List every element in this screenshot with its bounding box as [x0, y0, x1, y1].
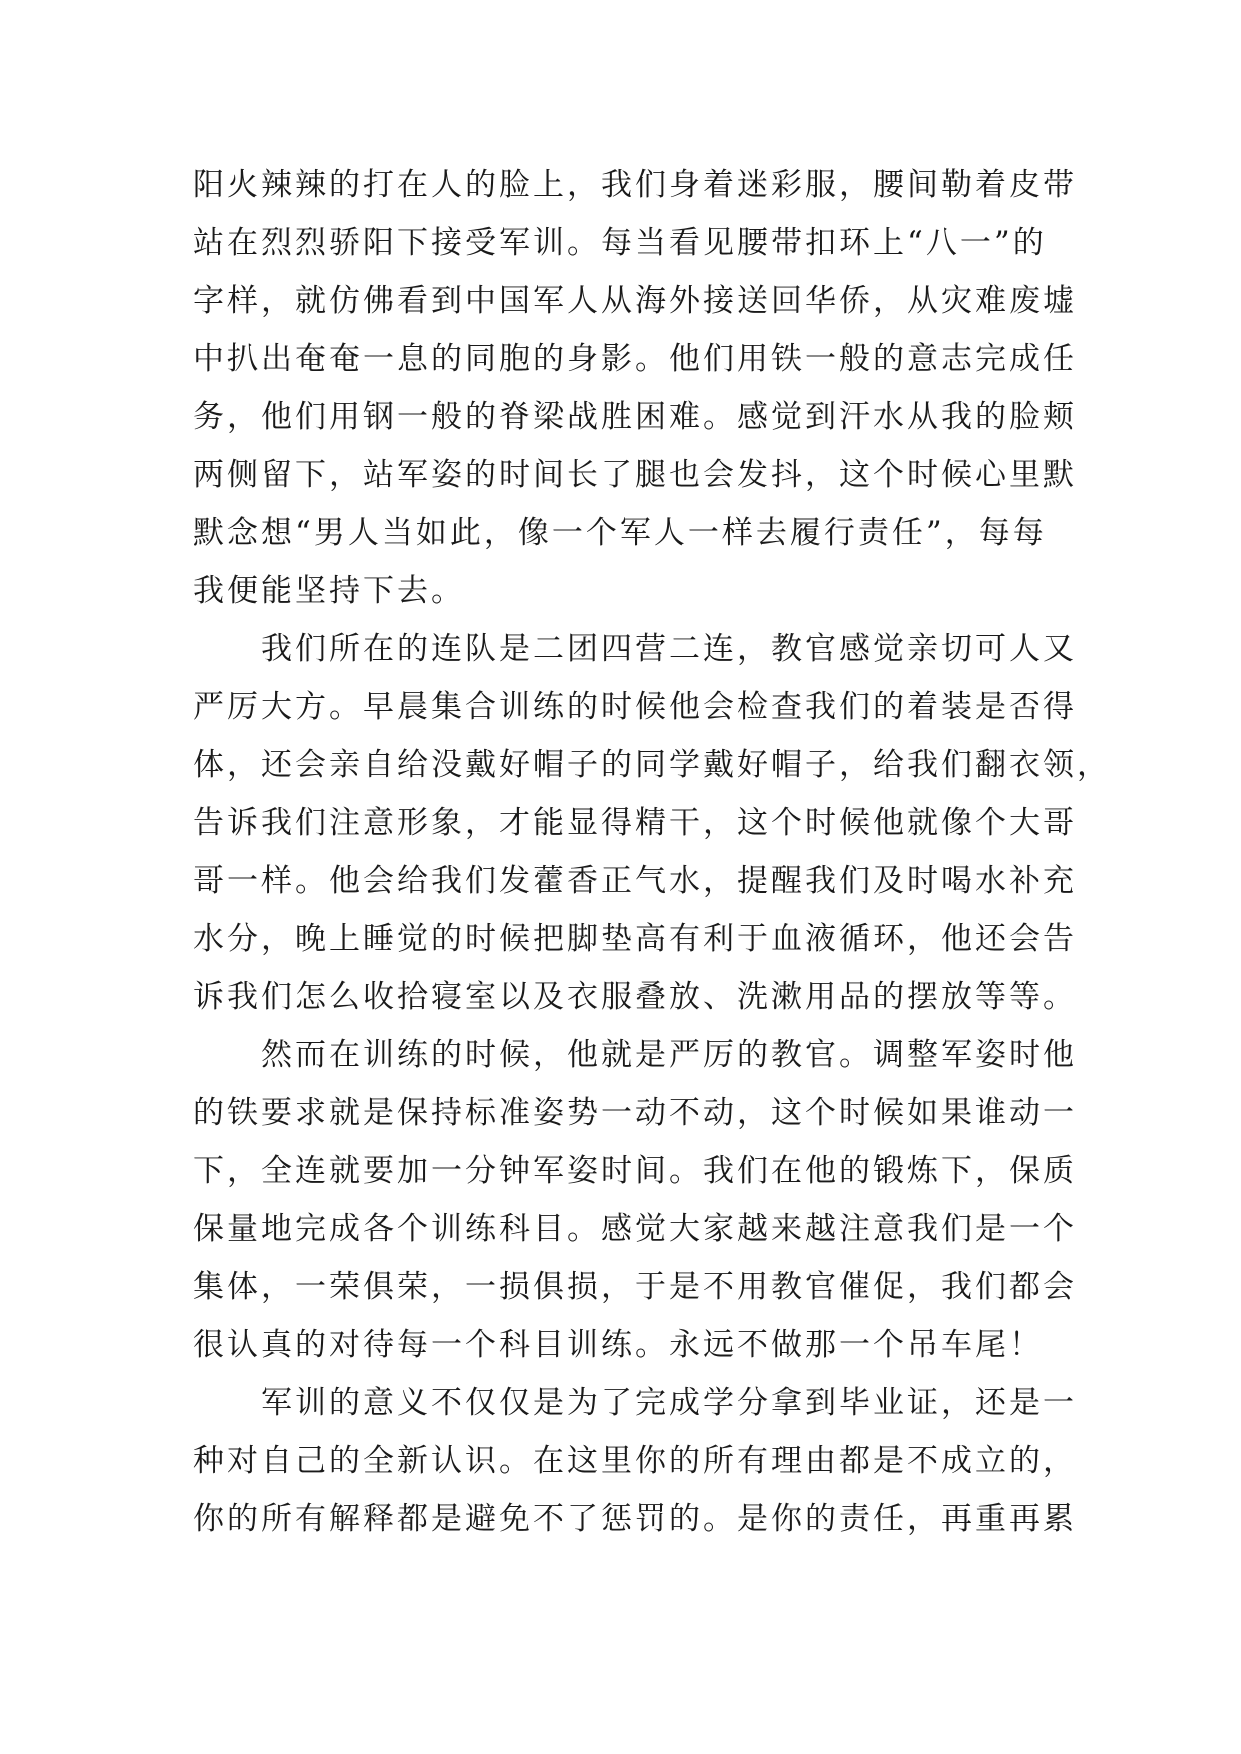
text-line: 站在烈烈骄阳下接受军训。每当看见腰带扣环上“八一”的 [193, 225, 1047, 261]
text-line: 集体，一荣俱荣，一损俱损，于是不用教官催促，我们都会 [193, 1269, 1077, 1305]
text-line: 体，还会亲自给没戴好帽子的同学戴好帽子，给我们翻衣领， [193, 747, 1111, 783]
text-line: 中扒出奄奄一息的同胞的身影。他们用铁一般的意志完成任 [193, 341, 1077, 377]
text-line: 告诉我们注意形象，才能显得精干，这个时候他就像个大哥 [193, 805, 1077, 841]
text-line: 两侧留下，站军姿的时间长了腿也会发抖，这个时候心里默 [193, 457, 1077, 493]
text-line: 阳火辣辣的打在人的脸上，我们身着迷彩服，腰间勒着皮带 [193, 167, 1077, 203]
text-line: 哥一样。他会给我们发藿香正气水，提醒我们及时喝水补充 [193, 863, 1077, 899]
text-line: 诉我们怎么收拾寝室以及衣服叠放、洗漱用品的摆放等等。 [193, 979, 1077, 1015]
paragraph-first-line: 我们所在的连队是二团四营二连，教官感觉亲切可人又 [261, 631, 1077, 667]
text-line: 保量地完成各个训练科目。感觉大家越来越注意我们是一个 [193, 1211, 1077, 1247]
text-line: 默念想“男人当如此，像一个军人一样去履行责任”，每每 [193, 515, 1047, 551]
text-line: 严厉大方。早晨集合训练的时候他会检查我们的着装是否得 [193, 689, 1077, 725]
text-line: 我便能坚持下去。 [193, 573, 465, 609]
paragraph-first-line: 然而在训练的时候，他就是严厉的教官。调整军姿时他 [261, 1037, 1077, 1073]
text-line: 务，他们用钢一般的脊梁战胜困难。感觉到汗水从我的脸颊 [193, 399, 1077, 435]
text-line: 字样，就仿佛看到中国军人从海外接送回华侨，从灾难废墟 [193, 283, 1077, 319]
text-line: 你的所有解释都是避免不了惩罚的。是你的责任，再重再累 [193, 1501, 1077, 1537]
text-line: 的铁要求就是保持标准姿势一动不动，这个时候如果谁动一 [193, 1095, 1077, 1131]
paragraph-first-line: 军训的意义不仅仅是为了完成学分拿到毕业证，还是一 [261, 1385, 1077, 1421]
text-line: 种对自己的全新认识。在这里你的所有理由都是不成立的， [193, 1443, 1077, 1479]
text-line: 水分，晚上睡觉的时候把脚垫高有利于血液循环，他还会告 [193, 921, 1077, 957]
text-line: 下，全连就要加一分钟军姿时间。我们在他的锻炼下，保质 [193, 1153, 1077, 1189]
body-text [193, 156, 1111, 1548]
text-line: 很认真的对待每一个科目训练。永远不做那一个吊车尾！ [193, 1327, 1043, 1363]
